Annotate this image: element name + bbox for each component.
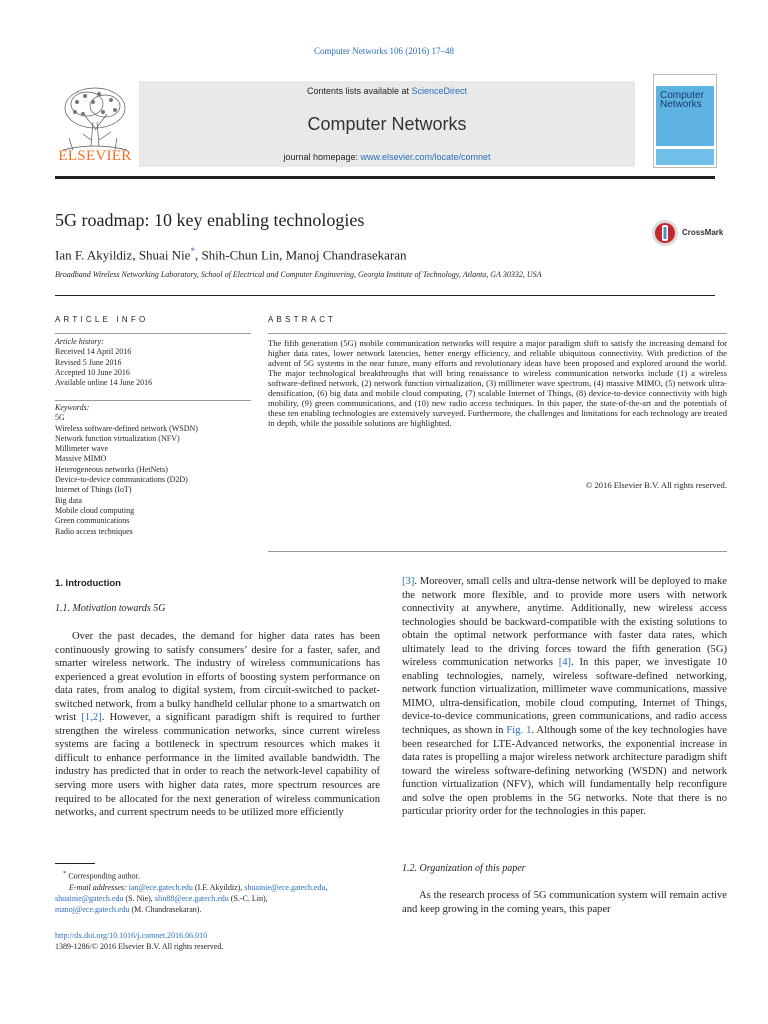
paragraph-text: . However, a significant paradigm shift is required to further strengthen the wireless communication networks, since current wireless systems are facing a bottleneck in spectrum resources which makes it difficult to enhance performance in the limited available bandwidth. The industry has predicted that in order to reach the network-level capability of serving more users with higher data rates, more spectrum resources are required to be allocated for the next generation of wireless communication networks, and current spectrum needs to be utilized more efficiently [55, 712, 380, 819]
authors-part-1: Ian F. Akyildiz, Shuai Nie [55, 247, 191, 263]
history-item: Available online 14 June 2016 [55, 378, 153, 388]
contents-line [139, 86, 635, 96]
abstract-end-rule [268, 551, 727, 552]
intro-paragraph-right [402, 575, 727, 819]
figure-link[interactable]: Fig. 1 [506, 725, 532, 737]
email-owner: (S. Nie), [123, 893, 155, 903]
journal-citation-link[interactable]: Computer Networks 106 (2016) 17–48 [314, 46, 454, 56]
article-info-rule [55, 333, 251, 334]
article-history [55, 337, 251, 388]
intro-paragraph-left [55, 630, 380, 820]
issn-line: 1389-1286/© 2016 Elsevier B.V. All rights reserved. [55, 942, 224, 951]
doi-block [55, 930, 223, 952]
keyword-item: 5G [55, 413, 65, 423]
journal-masthead [55, 72, 715, 170]
keyword-item: Radio access techniques [55, 526, 133, 536]
footnote [55, 868, 380, 915]
abstract-text: The fifth generation (5G) mobile communication networks will require a major paradigm shift to satisfy the increasing demand for higher data rates, lower network latencies, better energy efficiency, and reliable ubiquitous connectivity. With prediction of the advent of 5G systems in the near future, many efforts and revolutionary ideas have been proposed and explored around the world. The major technological breakthroughs that will bring renaissance to wireless communication networks include (1) a wireless software-defined network, (2) network function virtualization, (3) millimeter wave spectrum, (4) massive MIMO, (5) network ultra-densification, (6) big data and mobile cloud computing, (7) scalable Internet of Things, (8) device-to-device connectivity with high mobility, (9) green communications, and (10) new radio access techniques. In this paper, the state-of-the-art and the potentials of these ten enabling technologies are extensively surveyed. Furthermore, the challenges and limitations for each technology are treated in depth, while the possible solutions are highlighted. [268, 338, 727, 429]
abstract-rule [268, 333, 727, 334]
contents-prefix: Contents lists available at [306, 86, 412, 96]
journal-cover-thumbnail [653, 74, 717, 168]
keyword-item: Mobile cloud computing [55, 505, 135, 515]
subsection-heading-organization: 1.2. Organization of this paper [402, 863, 526, 874]
cover-footer [656, 149, 714, 165]
footnote-mark: * [63, 870, 67, 877]
journal-homepage-link[interactable]: www.elsevier.com/locate/comnet [360, 152, 491, 162]
history-item: Received 14 April 2016 [55, 347, 132, 357]
email-link[interactable]: shuainie@gatech.edu [55, 893, 124, 903]
keyword-item: Wireless software-defined network (WSDN) [55, 423, 198, 433]
article-title: 5G roadmap: 10 key enabling technologies [55, 210, 365, 230]
corresponding-author-note: Corresponding author. [68, 871, 140, 881]
author-list [55, 246, 407, 263]
keywords-list [55, 403, 251, 537]
email-owner: , [325, 882, 328, 892]
corresponding-author-mark[interactable]: * [190, 246, 195, 256]
keyword-item: Green communications [55, 516, 130, 526]
email-link[interactable]: slin88@ece.gatech.edu [154, 893, 229, 903]
keyword-item: Internet of Things (IoT) [55, 485, 132, 495]
doi-link[interactable]: http://dx.doi.org/10.1016/j.comnet.2016.06.010 [55, 931, 208, 940]
subsection-heading-motivation: 1.1. Motivation towards 5G [55, 603, 166, 614]
citation-link[interactable]: [1,2] [81, 712, 102, 724]
citation-link[interactable]: [3] [402, 576, 415, 587]
keyword-item: Big data [55, 495, 82, 505]
email-label: E-mail addresses: [69, 882, 127, 892]
authors-part-2: , Shih-Chun Lin, Manoj Chandrasekaran [194, 247, 407, 263]
citation-link[interactable]: [4] [558, 657, 572, 669]
history-item: Revised 5 June 2016 [55, 357, 122, 367]
crossmark-label: CrossMark [682, 228, 724, 237]
keywords-label: Keywords: [55, 403, 90, 412]
journal-info-box [139, 81, 635, 167]
elsevier-wordmark: ELSEVIER [58, 148, 132, 164]
keyword-item: Device-to-device communications (D2D) [55, 475, 188, 485]
section-heading-introduction: 1. Introduction [55, 578, 121, 589]
organization-paragraph: As the research process of 5G communication system will remain active and keep growing in the coming years, this paper [402, 890, 727, 915]
journal-name: Computer Networks [307, 114, 467, 134]
paragraph-text: Over the past decades, the demand for higher data rates has been continuously growing to satisfy consumers’ desire for a faster, safer, and smarter wireless network. The industry of wireless communications has experienced a great evolution in efforts of boosting system performance on data rates, from analog to digital system, from circuit-switched to packet-switched network, from a bulky handheld cellular phone to a smartwatch on wrist [55, 631, 380, 724]
abstract-copyright: © 2016 Elsevier B.V. All rights reserved. [585, 480, 727, 490]
abstract-heading: ABSTRACT [268, 315, 337, 324]
email-owner: (S.-C. Lin), [228, 893, 268, 903]
sciencedirect-link[interactable]: ScienceDirect [411, 86, 468, 96]
footnote-rule [55, 863, 95, 864]
homepage-line [139, 152, 635, 162]
masthead-rule [55, 176, 715, 179]
history-item: Accepted 10 June 2016 [55, 367, 130, 377]
keyword-item: Massive MIMO [55, 454, 107, 464]
keyword-item: Millimeter wave [55, 444, 109, 454]
title-rule [55, 295, 715, 296]
homepage-prefix: journal homepage: [283, 152, 361, 162]
affiliation: Broadband Wireless Networking Laboratory, School of Electrical and Computer Engineering, Georgia Institute of Technology, Atlanta, GA 30332, USA [55, 270, 542, 279]
article-info-heading: ARTICLE INFO [55, 315, 149, 324]
email-owner: (I.F. Akyildiz), [192, 882, 245, 892]
email-owner: (M. Chandrasekaran). [129, 904, 202, 914]
keyword-item: Network function virtualization (NFV) [55, 433, 180, 443]
cover-title: Computer Networks [660, 90, 704, 110]
email-link[interactable]: manoj@ece.gatech.edu [55, 904, 130, 914]
paragraph-text: . Moreover, small cells and ultra-dense network will be deployed to make the network more flexible, and to provide more users with network connectivity at anywhere, anytime. Additionally, new wireless access technologies should be backward-compatible with the existing solutions to obtain the optimal network performance with faster data rates, which ultimately lead to the driving forces toward the fifth generation (5G) wireless communication networks [402, 576, 727, 669]
keywords-rule [55, 400, 251, 401]
keyword-item: Heterogeneous networks (HetNets) [55, 464, 168, 474]
email-link[interactable]: shuainie@ece.gatech.edu [244, 882, 326, 892]
paragraph-text: . Although some of the key technologies have been researched for LTE-Advanced networks, the exponential increase in data rates is propelling a major wireless network architecture paradigm shift toward the wireless software-defining networking (WSDN) and network function virtualization (NFV), which will fundamentally help reconfigure and solve the open problems in the 5G networks. Note that there is no particular priority order for the technologies in this paper. [402, 725, 727, 818]
paragraph-text: . In this paper, we investigate 10 enabling technologies, namely, wireless software-defined networking, network function virtualization, millimeter wave communications, massive MIMO, ultra-densification, mobile cloud computing, Internet of Things, device-to-device communications, green communications, and radio access techniques, as shown in [402, 657, 727, 737]
email-link[interactable]: ian@ece.gatech.edu [128, 882, 193, 892]
history-label: Article history: [55, 337, 104, 346]
crossmark-badge[interactable] [651, 219, 731, 247]
crossmark-icon [651, 219, 679, 247]
